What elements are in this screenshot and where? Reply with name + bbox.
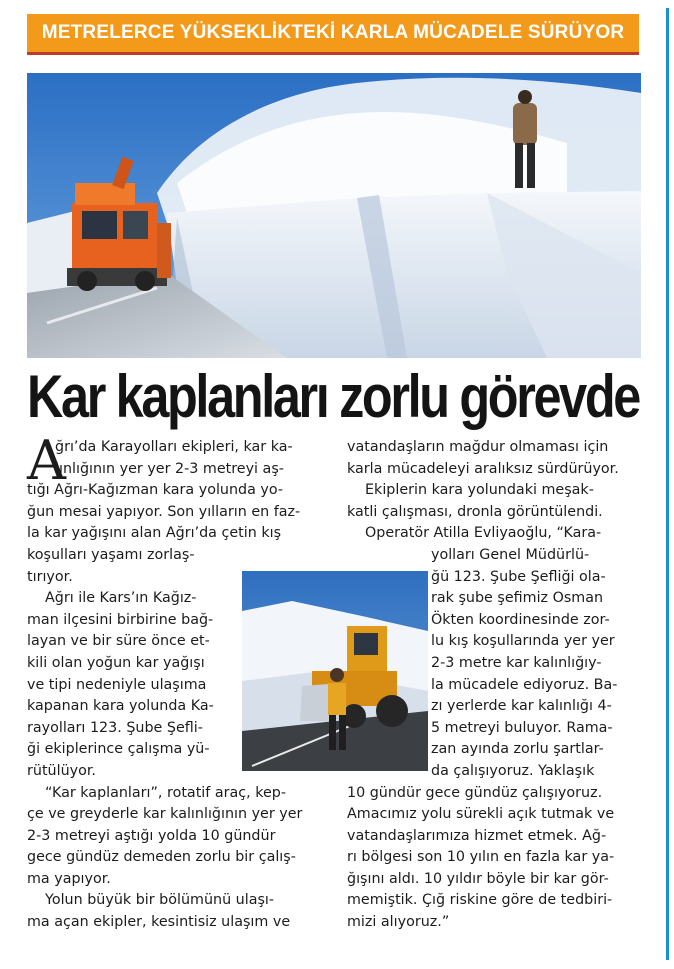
text-line: yolları Genel Müdürlü- xyxy=(431,546,590,563)
text-line: karla mücadeleyi aralıksız sürdürüyor. xyxy=(347,460,619,477)
main-photo-snow-blower xyxy=(27,73,641,358)
text-line: Ağrı ile Kars’ın Kağız- xyxy=(45,590,197,607)
text-line: Ekiplerin kara yolundaki meşak- xyxy=(365,482,594,499)
text-line: Ökten koordinesinde zor- xyxy=(431,611,610,628)
left-column xyxy=(27,429,327,934)
text-line: Amacımız yolu sürekli açık tutmak ve xyxy=(347,806,615,823)
text-line: rayolları 123. Şube Şefli- xyxy=(27,719,203,736)
kicker-rule xyxy=(27,52,639,55)
text-line: ğrı’da Karayolları ekipleri, kar ka- xyxy=(55,439,293,455)
text-line: ma yapıyor. xyxy=(27,870,111,887)
text-line: memiştik. Çığ riskine göre de tedbiri- xyxy=(347,892,613,909)
text-line: kapanan kara yolunda Ka- xyxy=(27,698,214,715)
text-line: zan ayında zorlu şartlar- xyxy=(431,741,604,758)
text-line: ma açan ekipler, kesintisiz ulaşım ve xyxy=(27,914,291,931)
text-line: 2-3 metre kar kalınlığıy- xyxy=(431,654,602,671)
text-line: rı bölgesi son 10 yılın en fazla kar ya- xyxy=(347,849,615,866)
text-line: ğun mesai yapıyor. Son yılların en faz- xyxy=(27,503,301,520)
text-line: çe ve greyderle kar kalınlığının yer yer xyxy=(27,806,303,823)
text-line: Operatör Atilla Evliyaoğlu, “Kara- xyxy=(365,525,602,542)
side-rule xyxy=(666,8,669,960)
text-line: la mücadele ediyoruz. Ba- xyxy=(431,676,618,693)
text-line: rütülüyor. xyxy=(27,762,96,779)
text-line: la kar yağışını alan Ağrı’da çetin kış xyxy=(27,525,282,542)
headline: Kar kaplanları zorlu görevde xyxy=(27,363,639,430)
text-line: ğü 123. Şube Şefliği ola- xyxy=(431,568,606,585)
text-line: vatandaşlarımıza hizmet etmek. Ağ- xyxy=(347,827,607,844)
text-line: vatandaşların mağdur olmaması için xyxy=(347,439,609,455)
text-line: 2-3 metreyi aştığı yolda 10 gündür xyxy=(27,827,276,844)
text-line: tığı Ağrı-Kağızman kara yolunda yo- xyxy=(27,482,284,499)
text-line: ğışını aldı. 10 yıldır böyle bir kar gör- xyxy=(347,870,609,887)
text-line: tırıyor. xyxy=(27,568,73,585)
text-line: zı yerlerde kar kalınlığı 4- xyxy=(431,698,612,715)
text-line: lınlığının yer yer 2-3 metreyi aş- xyxy=(55,460,284,477)
text-line: 10 gündür gece gündüz çalışıyoruz. xyxy=(347,784,603,801)
text-line: ği ekiplerince çalışma yü- xyxy=(27,741,210,758)
text-line: ve tipi nedeniyle ulaşıma xyxy=(27,676,207,693)
text-line: Yolun büyük bir bölümünü ulaşı- xyxy=(45,892,275,909)
text-line: rak şube şefimiz Osman xyxy=(431,590,604,607)
right-column xyxy=(347,437,642,934)
text-line: 5 metreyi buluyor. Rama- xyxy=(431,719,613,736)
drop-cap: A xyxy=(27,429,66,492)
text-line: lu kış koşullarında yer yer xyxy=(431,633,615,650)
text-line: “Kar kaplanları”, rotatif araç, kep- xyxy=(45,784,286,801)
text-line: da çalışıyoruz. Yaklaşık xyxy=(431,762,595,779)
text-line: layan ve bir süre önce et- xyxy=(27,633,210,650)
text-line: gece gündüz demeden zorlu bir çalış- xyxy=(27,849,296,866)
text-line: kili olan yoğun kar yağışı xyxy=(27,654,205,671)
text-line: mizi alıyoruz.” xyxy=(347,914,450,931)
kicker-banner: METRELERCE YÜKSEKLİKTEKİ KARLA MÜCADELE SÜRÜYOR xyxy=(27,14,639,52)
text-line: katli çalışması, dronla görüntülendi. xyxy=(347,503,603,520)
text-line: man ilçesini birbirine bağ- xyxy=(27,611,214,628)
text-line: koşulları yaşamı zorlaş- xyxy=(27,546,195,563)
